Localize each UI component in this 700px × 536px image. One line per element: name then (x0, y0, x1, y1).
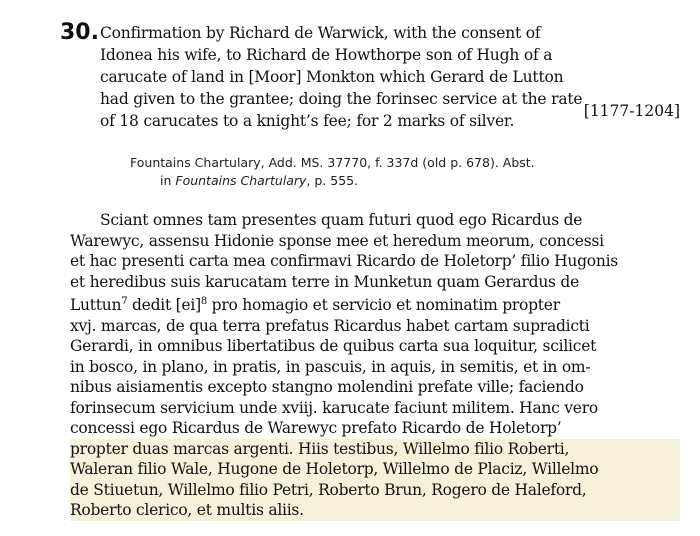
footnote-marker: 8 (200, 296, 207, 307)
charter-line: forinsecum servicium unde xviij. karucate faciunt militem. Hanc vero (70, 398, 598, 417)
charter-line: Luttun$^7$ dedit [ei]$^8$ pro homagio et servicio et nominatim propter (70, 296, 560, 315)
source-line-1: Fountains Chartulary, Add. MS. 37770, f. 337d (old p. 678). Abst. (130, 155, 535, 170)
charter-text (70, 210, 680, 521)
charter-line: nibus aisiamentis excepto stangno molendini prefate ville; faciendo (70, 378, 584, 397)
source-title: Fountains Chartulary (175, 173, 307, 188)
charter-line: et heredibus suis karucatam terre in Munketun quam Gerardus de (70, 272, 580, 291)
charter-line: concessi ego Ricardus de Warewyc prefato Ricardo de Holetorp’ (70, 419, 562, 438)
date-range: [1177-1204] (583, 102, 680, 120)
source-line-2: in Fountains Chartulary, p. 555. (160, 173, 359, 188)
charter-line: de Stiuetun, Willelmo filio Petri, Roberto Brun, Rogero de Haleford, (70, 480, 680, 501)
summary-line: Idonea his wife, to Richard de Howthorpe son of Hugh of a (100, 46, 553, 64)
source-citation (130, 154, 670, 190)
charter-line: Waleran filio Wale, Hugone de Holetorp, Willelmo de Placiz, Willelmo (70, 459, 680, 480)
charter-line: in bosco, in plano, in pratis, in pascuis, in aquis, in semitis, et in om- (70, 357, 591, 376)
charter-line: Roberto clerico, et multis aliis. (70, 500, 680, 521)
charter-line: propter duas marcas argenti. Hiis testibus, Willelmo filio Roberti, (70, 439, 680, 460)
charter-line: et hac presenti carta mea confirmavi Ricardo de Holetorp’ filio Hugonis (70, 252, 618, 270)
charter-line: Gerardi, in omnibus libertatibus de quibus carta sua loquitur, scilicet (70, 337, 597, 356)
summary-line: had given to the grantee; doing the forinsec service at the rate (100, 90, 583, 108)
charter-line: xvj. marcas, de qua terra prefatus Ricardus habet cartam supradicti (70, 316, 590, 335)
summary-line: carucate of land in [Moor] Monkton which Gerard de Lutton (100, 68, 564, 86)
charter-line: Sciant omnes tam presentes quam futuri quod ego Ricardus de (100, 211, 583, 229)
charter-line: Warewyc, assensu Hidonie sponse mee et heredum meorum, concessi (70, 231, 604, 250)
summary-line: of 18 carucates to a knight’s fee; for 2 marks of silver. (100, 112, 515, 130)
footnote-marker: 7 (121, 296, 128, 307)
entry-number: 30. (60, 20, 99, 45)
summary-line: Confirmation by Richard de Warwick, with the consent of (100, 24, 541, 42)
